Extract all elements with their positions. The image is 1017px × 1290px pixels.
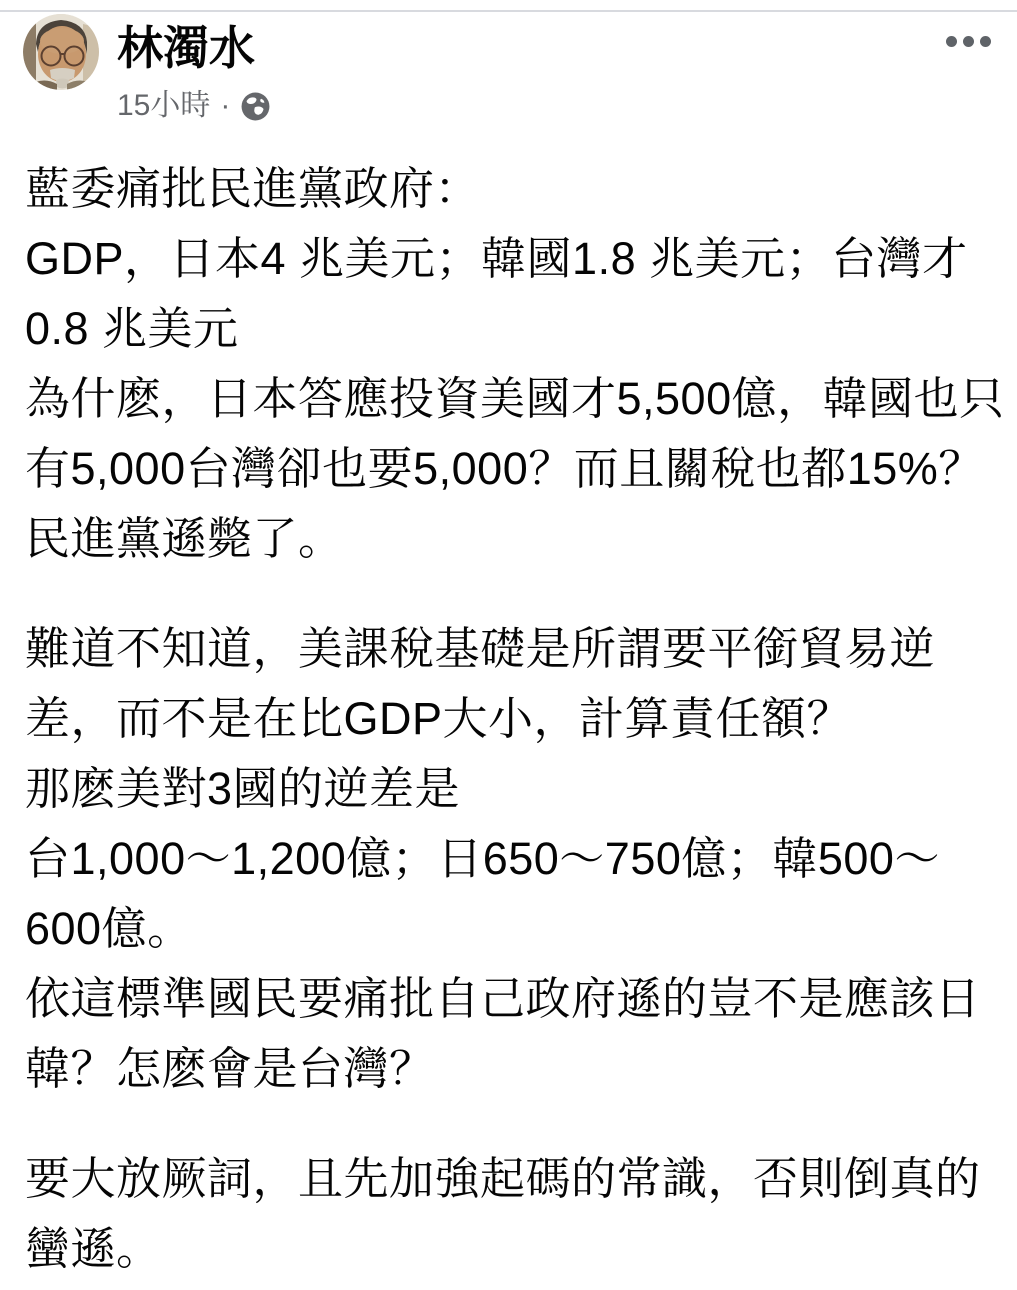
post-line: 有5,000台灣卻也要5,000？而且關稅也都15%？ xyxy=(25,443,984,494)
post-line: 600億。 xyxy=(25,903,193,954)
avatar[interactable] xyxy=(23,14,99,90)
post-meta[interactable] xyxy=(117,88,271,124)
post-line: 依這標準國民要痛批自己政府遜的豈不是應該日 xyxy=(25,973,981,1024)
post-line: 藍委痛批民進黨政府： xyxy=(25,163,481,214)
three-dots-icon xyxy=(980,36,991,47)
post-line: 民進黨遜斃了。 xyxy=(25,513,344,564)
post-line: 要大放厥詞，且先加強起碼的常識，否則倒真的 xyxy=(25,1153,981,1204)
header-info xyxy=(117,14,271,124)
three-dots-icon xyxy=(963,36,974,47)
three-dots-icon xyxy=(946,36,957,47)
meta-separator: · xyxy=(220,89,231,122)
avatar-photo xyxy=(23,14,99,90)
post-line: 蠻遜。 xyxy=(25,1223,162,1274)
post-text xyxy=(0,154,1017,1284)
post-line: 0.8 兆美元 xyxy=(25,303,239,354)
post-header xyxy=(0,12,1017,124)
post-line: 那麽美對3國的逆差是 xyxy=(25,763,461,814)
post-paragraph xyxy=(25,154,1005,574)
more-options-button[interactable] xyxy=(942,32,995,51)
post-line: 韓？怎麽會是台灣？ xyxy=(25,1043,435,1094)
post-line: 難道不知道，美課稅基礎是所謂要平銜貿易逆 xyxy=(25,623,936,674)
post-line: 為什麽，日本答應投資美國才5,500億，韓國也只 xyxy=(25,373,1005,424)
post-line: GDP，日本4 兆美元；韓國1.8 兆美元；台灣才 xyxy=(25,233,968,284)
post-paragraph xyxy=(25,1144,992,1284)
author-name[interactable]: 林濁水 xyxy=(117,22,255,74)
globe-icon xyxy=(240,91,271,122)
post-paragraph xyxy=(25,614,992,1104)
timestamp[interactable]: 15小時 xyxy=(117,89,211,122)
post-line: 台1,000～1,200億；日650～750億；韓500～ xyxy=(25,833,940,884)
post-line: 差，而不是在比GDP大小，計算責任額？ xyxy=(25,693,853,744)
